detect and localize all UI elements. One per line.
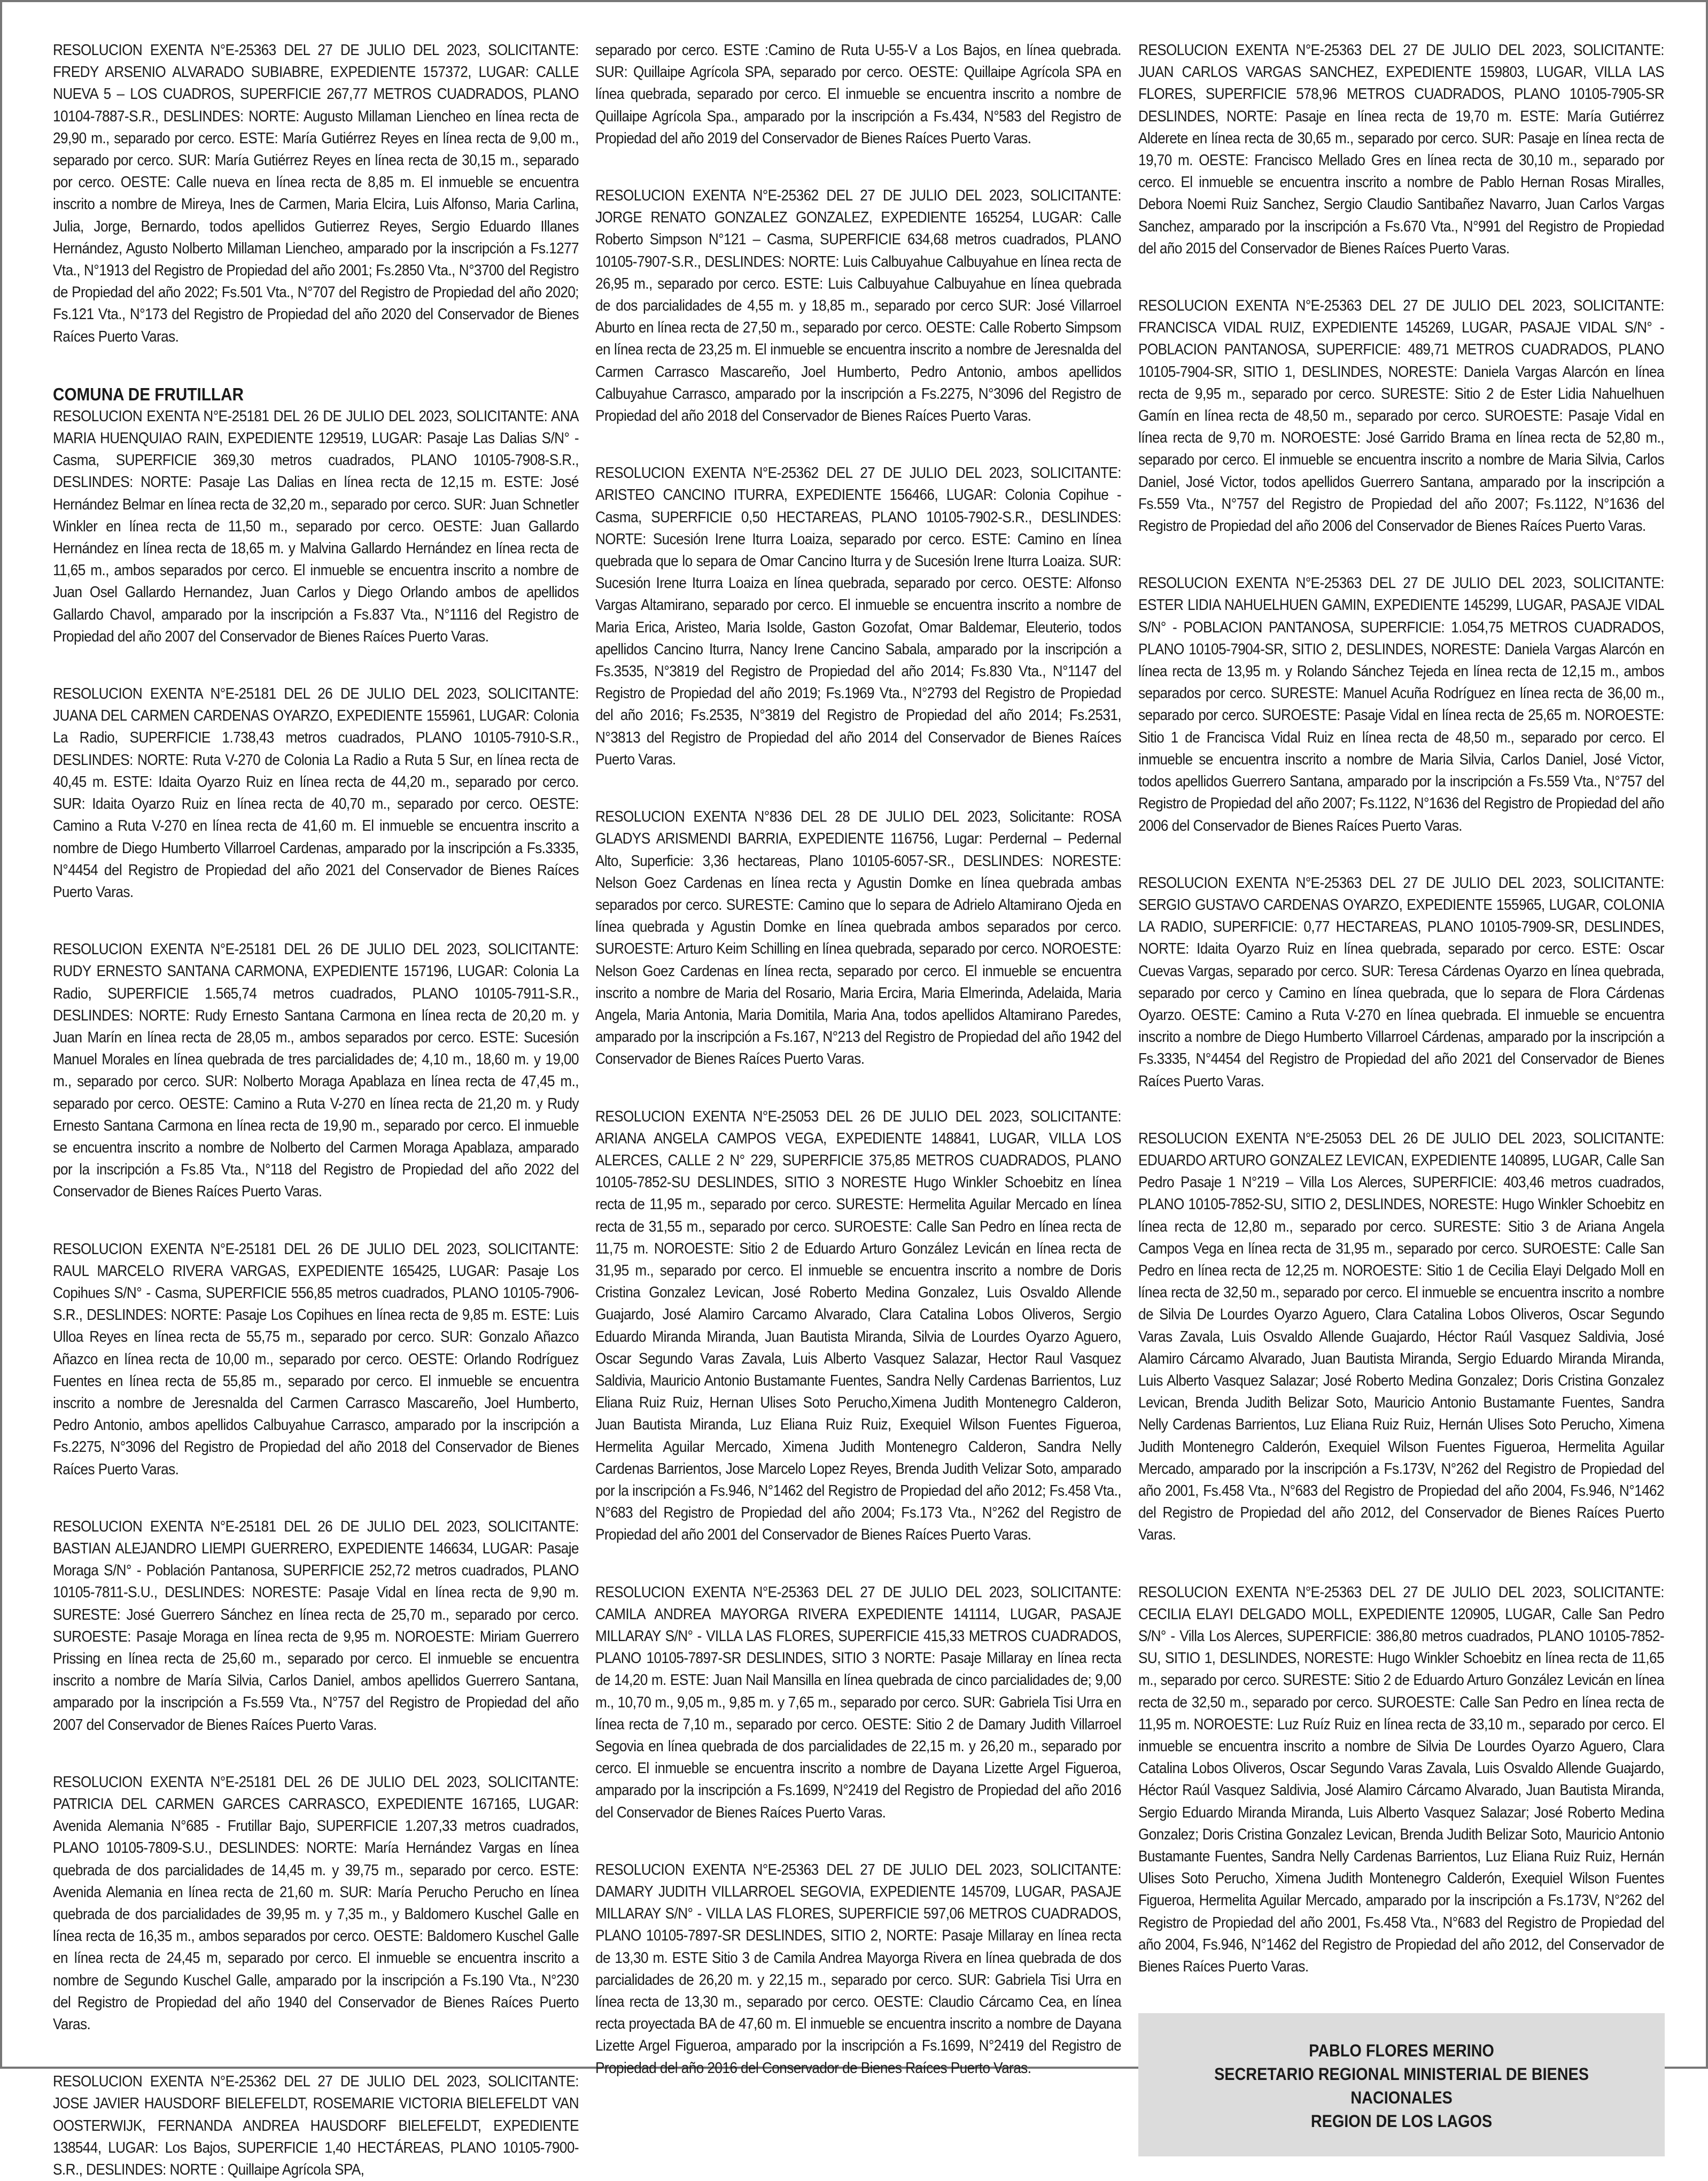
column-2	[595, 40, 1122, 2077]
column-3	[1138, 40, 1665, 2131]
resolution-paragraph: RESOLUCION EXENTA N°E-25363 DEL 27 DE JULIO DEL 2023, SOLICITANTE: FRANCISCA VIDAL RUIZ, EXPEDIENTE 145269, LUGAR, PASAJE VIDAL S/N° - POBLACION PANTANOSA, SUPERFICIE: 489,71 METROS CUADRADOS, PLANO 10105-7904-SR, SITIO 1, DESLINDES, NORESTE: Daniela Vargas Alarcón en línea recta de 9,95 m., separado por cerco. SURESTE: Sitio 2 de Ester Lidia Nahuelhuen Gamín en línea recta de 48,50 m., separado por cerco. SUROESTE: Pasaje Vidal en línea recta de 9,70 m. NOROESTE: José Garrido Brama en línea recta de 52,80 m., separado por cerco. El inmueble se encuentra inscrito a nombre de Maria Silvia, Carlos Daniel, José Victor, todos apellidos Guerrero Santana, amparado por la inscripción a Fs.559 Vta., N°757 del Registro de Propiedad del año 2007; Fs.1122, N°1636 del Registro de Propiedad del año 2006 del Conservador de Bienes Raíces Puerto Varas.	[1138, 297, 1665, 535]
resolution-paragraph: RESOLUCION EXENTA N°E-25362 DEL 27 DE JULIO DEL 2023, SOLICITANTE: JOSE JAVIER HAUSDORF BIELEFELDT, ROSEMARIE VICTORIA BIELEFELDT VAN OOSTERWIJK, FERNANDA ANDREA HAUSDORF BIELEFELDT, EXPEDIENTE 138544, LUGAR: Los Bajos, SUPERFICIE 1,40 HECTÁREAS, PLANO 10105-7900-S.R., DESLINDES: NORTE : Quillaipe Agrícola SPA,	[53, 2073, 579, 2179]
resolution-paragraph: RESOLUCION EXENTA N°E-25362 DEL 27 DE JULIO DEL 2023, SOLICITANTE: ARISTEO CANCINO ITURRA, EXPEDIENTE 156466, LUGAR: Colonia Copihue - Casma, SUPERFICIE 0,50 HECTAREAS, PLANO 10105-7902-S.R., DESLINDES: NORTE: Sucesión Irene Iturra Loaiza, separado por cerco. ESTE: Camino en línea quebrada que lo separa de Omar Cancino Iturra y de Sucesión Irene Iturra Loaiza. SUR: Sucesión Irene Iturra Loaiza en línea quebrada, separado por cerco. OESTE: Alfonso Vargas Altamirano, separado por cerco. El inmueble se encuentra inscrito a nombre de Maria Erica, Aristeo, Maria Isolde, Gaston Gozofat, Omar Baldemar, Eleuterio, todos apellidos Cancino Iturra, Nancy Irene Cancino Sabala, amparado por la inscripción a Fs.3535, N°3819 del Registro de Propiedad del año 2014; Fs.830 Vta., N°1147 del Registro de Propiedad del año 2019; Fs.1969 Vta., N°2793 del Registro de Propiedad del año 2016; Fs.2535, N°3819 del Registro de Propiedad del año 2014; Fs.2531, N°3813 del Registro de Propiedad del año 2014 del Conservador de Bienes Raíces Puerto Varas.	[595, 465, 1122, 768]
resolution-paragraph: separado por cerco. ESTE :Camino de Ruta U-55-V a Los Bajos, en línea quebrada. SUR: Quillaipe Agrícola SPA, separado por cerco. OESTE: Quillaipe Agrícola SPA en línea quebrada, separado por cerco. El inmueble se encuentra inscrito a nombre de Quillaipe Agrícola Spa., amparado por la inscripción a Fs.434, N°583 del Registro de Propiedad del año 2019 del Conservador de Bienes Raíces Puerto Varas.	[595, 42, 1122, 147]
resolution-paragraph: RESOLUCION EXENTA N°E-25363 DEL 27 DE JULIO DEL 2023, SOLICITANTE: FREDY ARSENIO ALVARADO SUBIABRE, EXPEDIENTE 157372, LUGAR: CALLE NUEVA 5 – LOS CUADROS, SUPERFICIE 267,77 METROS CUADRADOS, PLANO 10104-7887-S.R., DESLINDES: NORTE: Augusto Millaman Liencheo en línea recta de 29,90 m., separado por cerco. ESTE: María Gutiérrez Reyes en línea recta de 9,00 m., separado por cerco. SUR: María Gutiérrez Reyes en línea recta de 30,15 m., separado por cerco. OESTE: Calle nueva en línea recta de 8,85 m. El inmueble se encuentra inscrito a nombre de Mireya, Ines de Carmen, Maria Elcira, Luis Alfonso, Maria Carlina, Julia, Jorge, Bernardo, todos apellidos Gutierrez Reyes, Sergio Eduardo Illanes Hernández, Agusto Nolberto Millaman Liencheo, amparado por la inscripción a Fs.1277 Vta., N°1913 del Registro de Propiedad del año 2001; Fs.2850 Vta., N°3700 del Registro de Propiedad del año 2022; Fs.501 Vta., N°707 del Registro de Propiedad del año 2020; Fs.121 Vta., N°173 del Registro de Propiedad del año 2020 del Conservador de Bienes Raíces Puerto Varas.	[53, 42, 579, 345]
column-1	[53, 40, 579, 2179]
resolution-paragraph: RESOLUCION EXENTA N°E-25053 DEL 26 DE JULIO DEL 2023, SOLICITANTE: EDUARDO ARTURO GONZALEZ LEVICAN, EXPEDIENTE 140895, LUGAR, Calle San Pedro Pasaje 1 N°219 – Villa Los Alerces, SUPERFICIE: 403,46 metros cuadrados, PLANO 10105-7852-SU, SITIO 2, DESLINDES, NORESTE: Hugo Winkler Schoebitz en línea recta de 12,80 m., separado por cerco. SURESTE: Sitio 3 de Ariana Angela Campos Vega en línea recta de 31,95 m., separado por cerco. SUROESTE: Calle San Pedro en línea recta de 12,25 m. NOROESTE: Sitio 1 de Cecilia Elayi Delgado Moll en línea recta de 32,50 m., separado por cerco. El inmueble se encuentra inscrito a nombre de Silvia De Lourdes Oyarzo Aguero, Clara Catalina Lobos Oliveros, Oscar Segundo Varas Zavala, Luis Osvaldo Allende Guajardo, Héctor Raúl Vasquez Saldivia, José Alamiro Cárcamo Alvarado, Juan Bautista Miranda, Sergio Eduardo Miranda Miranda, Luis Alberto Vasquez Salazar; José Roberto Medina Gonzalez; Doris Cristina Gonzalez Levican, Brenda Judith Belizar Soto, Mauricio Antonio Bustamante Fuentes, Sandra Nelly Cardenas Barrientos, Luz Eliana Ruiz Ruiz, Hernán Ulises Soto Perucho, Ximena Judith Montenegro Calderón, Exequiel Wilson Fuentes Figueroa, Hermelita Aguilar Mercado, amparado por la inscripción a Fs.173V, N°262 del Registro de Propiedad del año 2001, Fs.458 Vta., N°683 del Registro de Propiedad del año 2004, Fs.946, N°1462 del Registro de Propiedad del año 2012, del Conservador de Bienes Raíces Puerto Varas.	[1138, 1130, 1665, 1544]
resolution-paragraph: RESOLUCION EXENTA N°E-25181 DEL 26 DE JULIO DEL 2023, SOLICITANTE: ANA MARIA HUENQUIAO RAIN, EXPEDIENTE 129519, LUGAR: Pasaje Las Dalias S/N° - Casma, SUPERFICIE 369,30 metros cuadrados, PLANO 10105-7908-S.R., DESLINDES: NORTE: Pasaje Las Dalias en línea recta de 12,15 m. ESTE: José Hernández Belmar en línea recta de 32,20 m., separado por cerco. SUR: Juan Schnetler Winkler en línea recta de 11,50 m., separado por cerco. OESTE: Juan Gallardo Hernández en línea recta de 18,65 m. y Malvina Gallardo Hernández en línea recta de 11,65 m., ambos separados por cerco. El inmueble se encuentra inscrito a nombre de Juan Osel Gallardo Hernandez, Juan Carlos y Diego Orlando ambos de apellidos Gallardo Chavol, amparado por la inscripción a Fs.837 Vta., N°1116 del Registro de Propiedad del año 2007 del Conservador de Bienes Raíces Puerto Varas.	[53, 407, 579, 645]
resolution-paragraph: RESOLUCION EXENTA N°E-25363 DEL 27 DE JULIO DEL 2023, SOLICITANTE: ESTER LIDIA NAHUELHUEN GAMIN, EXPEDIENTE 145299, LUGAR, PASAJE VIDAL S/N° - POBLACION PANTANOSA, SUPERFICIE: 1.054,75 METROS CUADRADOS, PLANO 10105-7904-SR, SITIO 2, DESLINDES, NORESTE: Daniela Vargas Alarcón en línea recta de 13,95 m. y Rolando Sánchez Tejeda en línea recta de 12,15 m., ambos separados por cerco. SURESTE: Manuel Acuña Rodríguez en línea recta de 36,00 m., separado por cerco. SUROESTE: Pasaje Vidal en línea recta de 25,65 m. NOROESTE: Sitio 1 de Francisca Vidal Ruiz en línea recta de 48,50 m., separado por cerco. El inmueble se encuentra inscrito a nombre de Maria Silvia, Carlos Daniel, José Victor, todos apellidos Guerrero Santana, amparado por la inscripción a Fs.559 Vta., N°757 del Registro de Propiedad del año 2007; Fs.1122, N°1636 del Registro de Propiedad del año 2006 del Conservador de Bienes Raíces Puerto Varas.	[1138, 575, 1665, 834]
signatory-region: REGION DE LOS LAGOS	[1310, 2112, 1493, 2131]
section-heading-frutillar: COMUNA DE FRUTILLAR	[53, 384, 244, 404]
resolution-paragraph: RESOLUCION EXENTA N°E-25363 DEL 27 DE JULIO DEL 2023, SOLICITANTE: DAMARY JUDITH VILLARROEL SEGOVIA, EXPEDIENTE 145709, LUGAR, PASAJE MILLARAY S/N° - VILLA LAS FLORES, SUPERFICIE 597,06 METROS CUADRADOS, PLANO 10105-7897-SR DESLINDES, SITIO 2, NORTE: Pasaje Millaray en línea recta de 13,30 m. ESTE Sitio 3 de Camila Andrea Mayorga Rivera en línea quebrada de dos parcialidades de 26,20 m. y 22,15 m., separado por cerco. SUR: Gabriela Tisi Urra en línea recta de 13,30 m., separado por cerco. OESTE: Claudio Cárcamo Cea, en línea recta proyectada BA de 47,60 m. El inmueble se encuentra inscrito a nombre de Dayana Lizette Argel Figueroa, amparado por la inscripción a Fs.1699, N°2419 del Registro de Propiedad del año 2016 del Conservador de Bienes Raíces Puerto Varas.	[595, 1861, 1122, 2077]
signature-block	[1138, 2013, 1665, 2156]
resolution-paragraph: RESOLUCION EXENTA N°E-25181 DEL 26 DE JULIO DEL 2023, SOLICITANTE: PATRICIA DEL CARMEN GARCES CARRASCO, EXPEDIENTE 167165, LUGAR: Avenida Alemania N°685 - Frutillar Bajo, SUPERFICIE 1.207,33 metros cuadrados, PLANO 10105-7809-S.U., DESLINDES: NORTE: María Hernández Vargas en línea quebrada de dos parcialidades de 14,45 m. y 39,75 m., separado por cerco. ESTE: Avenida Alemania en línea recta de 21,60 m. SUR: María Perucho Perucho en línea quebrada de dos parcialidades de 39,95 m. y 7,35 m., y Baldomero Kuschel Galle en línea recta de 16,35 m., ambos separados por cerco. OESTE: Baldomero Kuschel Galle en línea recta de 24,45 m, separado por cerco. El inmueble se encuentra inscrito a nombre de Segundo Kuschel Galle, amparado por la inscripción a Fs.190 Vta., N°230 del Registro de Propiedad del año 1940 del Conservador de Bienes Raíces Puerto Varas.	[53, 1773, 579, 2033]
resolution-paragraph: RESOLUCION EXENTA N°E-25181 DEL 26 DE JULIO DEL 2023, SOLICITANTE: RUDY ERNESTO SANTANA CARMONA, EXPEDIENTE 157196, LUGAR: Colonia La Radio, SUPERFICIE 1.565,74 metros cuadrados, PLANO 10105-7911-S.R., DESLINDES: NORTE: Rudy Ernesto Santana Carmona en línea recta de 20,20 m. y Juan Marín en línea recta de 28,05 m., ambos separados por cerco. ESTE: Sucesión Manuel Morales en línea quebrada de tres parcialidades de; 4,10 m., 18,60 m. y 19,00 m., separado por cerco. SUR: Nolberto Moraga Apablaza en línea recta de 47,45 m., separado por cerco. OESTE: Camino a Ruta V-270 en línea recta de 21,20 m. y Rudy Ernesto Santana Carmona en línea recta de 19,90 m., separado por cerco. El inmueble se encuentra inscrito a nombre de Nolberto del Carmen Moraga Apablaza, amparado por la inscripción a Fs.85 Vta., N°118 del Registro de Propiedad del año 2022 del Conservador de Bienes Raíces Puerto Varas.	[53, 941, 579, 1201]
resolution-paragraph: RESOLUCION EXENTA N°E-25363 DEL 27 DE JULIO DEL 2023, SOLICITANTE: CAMILA ANDREA MAYORGA RIVERA EXPEDIENTE 141114, LUGAR, PASAJE MILLARAY S/N° - VILLA LAS FLORES, SUPERFICIE 415,33 METROS CUADRADOS, PLANO 10105-7897-SR DESLINDES, SITIO 3 NORTE: Pasaje Millaray en línea recta de 14,20 m. ESTE: Juan Nail Mansilla en línea quebrada de cinco parcialidades de; 9,00 m., 10,70 m., 9,05 m., 9,85 m. y 7,65 m., separado por cerco. SUR: Gabriela Tisi Urra en línea recta de 7,10 m., separado por cerco. OESTE: Sitio 2 de Damary Judith Villarroel Segovia en línea quebrada de dos parcialidades de 22,15 m. y 26,20 m., separado por cerco. El inmueble se encuentra inscrito a nombre de Dayana Lizette Argel Figueroa, amparado por la inscripción a Fs.1699, N°2419 del Registro de Propiedad del año 2016 del Conservador de Bienes Raíces Puerto Varas.	[595, 1583, 1122, 1821]
signatory-name: PABLO FLORES MERINO	[1309, 2041, 1494, 2061]
resolution-paragraph: RESOLUCION EXENTA N°E-25053 DEL 26 DE JULIO DEL 2023, SOLICITANTE: ARIANA ANGELA CAMPOS VEGA, EXPEDIENTE 148841, LUGAR, VILLA LOS ALERCES, CALLE 2 N° 229, SUPERFICIE 375,85 METROS CUADRADOS, PLANO 10105-7852-SU DESLINDES, SITIO 3 NORESTE Hugo Winkler Schoebitz en línea recta de 11,95 m., separado por cerco. SURESTE: Hermelita Aguilar Mercado en línea recta de 31,55 m., separado por cerco. SUROESTE: Calle San Pedro en línea recta de 11,75 m. NOROESTE: Sitio 2 de Eduardo Arturo González Levicán en línea recta de 31,95 m., separado por cerco. El inmueble se encuentra inscrito a nombre de Doris Cristina Gonzalez Levican, José Roberto Medina Gonzalez, Luis Osvaldo Allende Guajardo, José Alamiro Carcamo Alvarado, Clara Catalina Lobos Oliveros, Sergio Eduardo Miranda Miranda, Juan Bautista Miranda, Silvia de Lourdes Oyarzo Aguero, Oscar Segundo Varas Zavala, Luis Alberto Vasquez Salazar, Hector Raul Vasquez Saldivia, Mauricio Antonio Bustamante Fuentes, Sandra Nelly Cardenas Barrientos, Luz Eliana Ruiz Ruiz, Hernan Ulises Soto Perucho,Ximena Judith Montenegro Calderon, Juan Bautista Miranda, Luz Eliana Ruiz Ruiz, Exequiel Wilson Fuentes Figueroa, Hermelita Aguilar Mercado, Ximena Judith Montenegro Calderon, Sandra Nelly Cardenas Barrientos, Jose Marcelo Lopez Reyes, Brenda Judith Velizar Soto, amparado por la inscripción a Fs.946, N°1462 del Registro de Propiedad del año 2012; Fs.458 Vta., N°683 del Registro de Propiedad del año 2004; Fs.173 Vta., N°262 del Registro de Propiedad del año 2001 del Conservador de Bienes Raíces Puerto Varas.	[595, 1108, 1122, 1544]
resolution-paragraph: RESOLUCION EXENTA N°836 DEL 28 DE JULIO DEL 2023, Solicitante: ROSA GLADYS ARISMENDI BARRIA, EXPEDIENTE 116756, Lugar: Perdernal – Pedernal Alto, Superficie: 3,36 hectareas, Plano 10105-6057-SR., DESLINDES: NORESTE: Nelson Goez Cardenas en línea recta y Agustin Domke en línea quebrada ambas separados por cerco. SURESTE: Camino que lo separa de Adrielo Altamirano Ojeda en línea quebrada y Agustin Domke en línea quebrada ambos separados por cerco. SUROESTE: Arturo Keim Schilling en línea quebrada, separado por cerco. NOROESTE: Nelson Goez Cardenas en línea recta, separado por cerco. El inmueble se encuentra inscrito a nombre de Maria del Rosario, Maria Ercira, Maria Elmerinda, Adelaida, Maria Angela, Maria Antonia, Maria Domitila, Maria Ana, todos apellidos Altamirano Paredes, amparado por la inscripción a Fs.167, N°213 del Registro de Propiedad del año 1942 del Conservador de Bienes Raíces Puerto Varas.	[595, 808, 1122, 1068]
signatory-title: SECRETARIO REGIONAL MINISTERIAL DE BIENES NACIONALES	[1214, 2064, 1589, 2108]
resolution-paragraph: RESOLUCION EXENTA N°E-25181 DEL 26 DE JULIO DEL 2023, SOLICITANTE: BASTIAN ALEJANDRO LIEMPI GUERRERO, EXPEDIENTE 146634, LUGAR: Pasaje Moraga S/N° - Población Pantanosa, SUPERFICIE 252,72 metros cuadrados, PLANO 10105-7811-S.U., DESLINDES: NORESTE: Pasaje Vidal en línea recta de 9,90 m. SURESTE: José Guerrero Sánchez en línea recta de 25,70 m., separado por cerco. SUROESTE: Pasaje Moraga en línea recta de 9,95 m. NOROESTE: Miriam Guerrero Prissing en línea recta de 25,60 m., separado por cerco. El inmueble se encuentra inscrito a nombre de María Silvia, Carlos Daniel, ambos apellidos Guerrero Santana, amparado por la inscripción a Fs.559 Vta., N°757 del Registro de Propiedad del año 2007 del Conservador de Bienes Raíces Puerto Varas.	[53, 1518, 579, 1734]
resolution-paragraph: RESOLUCION EXENTA N°E-25363 DEL 27 DE JULIO DEL 2023, SOLICITANTE: JUAN CARLOS VARGAS SANCHEZ, EXPEDIENTE 159803, LUGAR, VILLA LAS FLORES, SUPERFICIE 578,96 METROS CUADRADOS, PLANO 10105-7905-SR DESLINDES, NORTE: Pasaje en línea recta de 19,70 m. ESTE: María Gutiérrez Alderete en línea recta de 30,65 m., separado por cerco. SUR: Pasaje en línea recta de 19,70 m. OESTE: Francisco Mellado Gres en línea recta de 30,10 m., separado por cerco. El inmueble se encuentra inscrito a nombre de Pablo Hernan Rosas Miralles, Debora Noemi Ruiz Sanchez, Sergio Claudio Santibañez Navarro, Juan Carlos Vargas Sanchez, amparado por la inscripción a Fs.670 Vta., N°991 del Registro de Propiedad del año 2015 del Conservador de Bienes Raíces Puerto Varas.	[1138, 42, 1665, 257]
resolution-paragraph: RESOLUCION EXENTA N°E-25181 DEL 26 DE JULIO DEL 2023, SOLICITANTE: RAUL MARCELO RIVERA VARGAS, EXPEDIENTE 165425, LUGAR: Pasaje Los Copihues S/N° - Casma, SUPERFICIE 556,85 metros cuadrados, PLANO 10105-7906-S.R., DESLINDES: NORTE: Pasaje Los Copihues en línea recta de 9,85 m. ESTE: Luis Ulloa Reyes en línea recta de 55,75 m., separado por cerco. SUR: Gonzalo Añazco Añazco en línea recta de 10,00 m., separado por cerco. OESTE: Orlando Rodríguez Fuentes en línea recta de 55,85 m., separado por cerco. El inmueble se encuentra inscrito a nombre de Jeresnalda del Carmen Carrasco Mascareño, Joel Humberto, Pedro Antonio, ambos apellidos Calbuyahue Carrasco, amparado por la inscripción a Fs.2275, N°3096 del Registro de Propiedad del año 2018 del Conservador de Bienes Raíces Puerto Varas.	[53, 1240, 579, 1478]
resolution-paragraph: RESOLUCION EXENTA N°E-25363 DEL 27 DE JULIO DEL 2023, SOLICITANTE: SERGIO GUSTAVO CARDENAS OYARZO, EXPEDIENTE 155965, LUGAR, COLONIA LA RADIO, SUPERFICIE: 0,77 HECTAREAS, PLANO 10105-7909-SR, DESLINDES, NORTE: Idaita Oyarzo Ruiz en línea quebrada, separado por cerco. ESTE: Oscar Cuevas Vargas, separado por cerco. SUR: Teresa Cárdenas Oyarzo en línea quebrada, separado por cerco y Camino en línea quebrada, que lo separa de Flora Cárdenas Oyarzo. OESTE: Camino a Ruta V-270 en línea quebrada. El inmueble se encuentra inscrito a nombre de Diego Humberto Villarroel Cárdenas, amparado por la inscripción a Fs.3335, N°4454 del Registro de Propiedad del año 2021 del Conservador de Bienes Raíces Puerto Varas.	[1138, 874, 1665, 1090]
resolution-paragraph: RESOLUCION EXENTA N°E-25181 DEL 26 DE JULIO DEL 2023, SOLICITANTE: JUANA DEL CARMEN CARDENAS OYARZO, EXPEDIENTE 155961, LUGAR: Colonia La Radio, SUPERFICIE 1.738,43 metros cuadrados, PLANO 10105-7910-S.R., DESLINDES: NORTE: Ruta V-270 de Colonia La Radio a Ruta 5 Sur, en línea recta de 40,45 m. ESTE: Idaita Oyarzo Ruiz en línea recta de 44,20 m., separado por cerco. SUR: Idaita Oyarzo Ruiz en línea recta de 40,70 m., separado por cerco. OESTE: Camino a Ruta V-270 en línea recta de 41,60 m. El inmueble se encuentra inscrito a nombre de Diego Humberto Villarroel Cardenas, amparado por la inscripción a Fs.3335, N°4454 del Registro de Propiedad del año 2021 del Conservador de Bienes Raíces Puerto Varas.	[53, 685, 579, 901]
resolution-paragraph: RESOLUCION EXENTA N°E-25363 DEL 27 DE JULIO DEL 2023, SOLICITANTE: CECILIA ELAYI DELGADO MOLL, EXPEDIENTE 120905, LUGAR, Calle San Pedro S/N° - Villa Los Alerces, SUPERFICIE: 386,80 metros cuadrados, PLANO 10105-7852-SU, SITIO 1, DESLINDES, NORESTE: Hugo Winkler Schoebitz en línea recta de 11,65 m., separado por cerco. SURESTE: Sitio 2 de Eduardo Arturo González Levicán en línea recta de 32,50 m., separado por cerco. SUROESTE: Calle San Pedro en línea recta de 11,95 m. NOROESTE: Luz Ruíz Ruiz en línea recta de 33,10 m., separado por cerco. El inmueble se encuentra inscrito a nombre de Silvia De Lourdes Oyarzo Aguero, Clara Catalina Lobos Oliveros, Oscar Segundo Varas Zavala, Luis Osvaldo Allende Guajardo, Héctor Raúl Vasquez Saldivia, José Alamiro Cárcamo Alvarado, Juan Bautista Miranda, Sergio Eduardo Miranda Miranda, Luis Alberto Vasquez Salazar; José Roberto Medina Gonzalez; Doris Cristina Gonzalez Levican, Brenda Judith Belizar Soto, Mauricio Antonio Bustamante Fuentes, Sandra Nelly Cardenas Barrientos, Luz Eliana Ruiz Ruiz, Hernán Ulises Soto Perucho, Ximena Judith Montenegro Calderón, Exequiel Wilson Fuentes Figueroa, Hermelita Aguilar Mercado, amparado por la inscripción a Fs.173V, N°262 del Registro de Propiedad del año 2001, Fs.458 Vta., N°683 del Registro de Propiedad del año 2004, Fs.946, N°1462 del Registro de Propiedad del año 2012, del Conservador de Bienes Raíces Puerto Varas.	[1138, 1583, 1665, 1976]
resolution-paragraph: RESOLUCION EXENTA N°E-25362 DEL 27 DE JULIO DEL 2023, SOLICITANTE: JORGE RENATO GONZALEZ GONZALEZ, EXPEDIENTE 165254, LUGAR: Calle Roberto Simpson N°121 – Casma, SUPERFICIE 634,68 metros cuadrados, PLANO 10105-7907-S.R., DESLINDES: NORTE: Luis Calbuyahue Calbuyahue en línea recta de 26,95 m., separado por cerco. ESTE: Luis Calbuyahue Calbuyahue en línea quebrada de dos parcialidades de 4,55 m. y 18,85 m., separado por cerco SUR: José Villarroel Aburto en línea recta de 27,50 m., separado por cerco. OESTE: Calle Roberto Simpsom en línea recta de 23,25 m. El inmueble se encuentra inscrito a nombre de Jeresnalda del Carmen Carrasco Mascareño, Joel Humberto, Pedro Antonio, ambos apellidos Calbuyahue Carrasco, amparado por la inscripción a Fs.2275, N°3096 del Registro de Propiedad del año 2018 del Conservador de Bienes Raíces Puerto Varas.	[595, 187, 1122, 425]
